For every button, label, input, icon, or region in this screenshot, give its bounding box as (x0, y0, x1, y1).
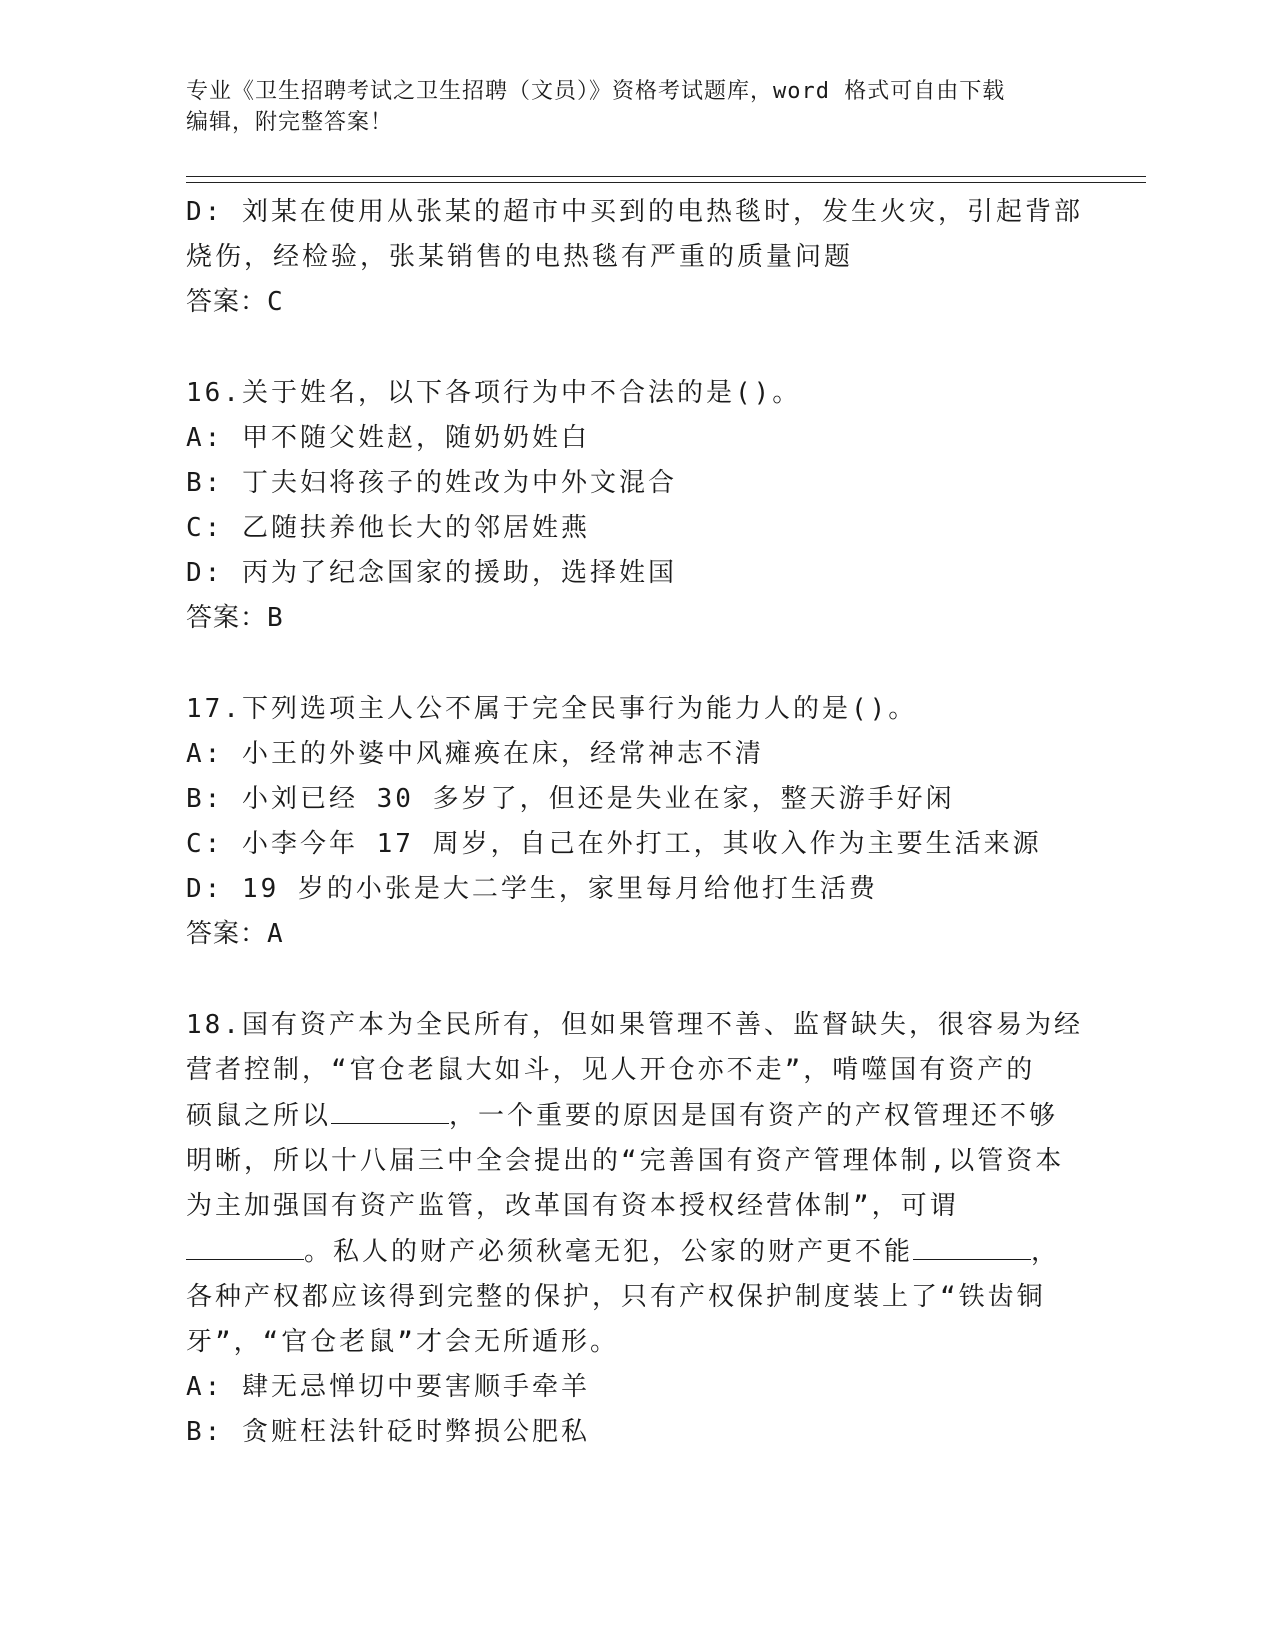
q18-stem-line-5: 为主加强国有资产监管，改革国有资本授权经营体制”，可谓 (186, 1191, 959, 1221)
question-17 (186, 687, 1086, 957)
question-content (186, 190, 1086, 1455)
q18-stem-line-2: 营者控制，“官仓老鼠大如斗，见人开仓亦不走”，啃噬国有资产的 (186, 1055, 1036, 1085)
q18-stem-line-3 (186, 1093, 1086, 1139)
fill-blank-1 (331, 1093, 449, 1124)
q16-option-a: A: 甲不随父姓赵，随奶奶姓白 (186, 423, 590, 453)
q16-option-b: B: 丁夫妇将孩子的姓改为中外文混合 (186, 468, 677, 498)
q16-answer: 答案：B (186, 603, 284, 633)
question-15-tail (186, 190, 1086, 325)
q18-stem-line-6 (186, 1229, 1086, 1275)
question-18 (186, 1003, 1086, 1455)
fill-blank-3 (913, 1229, 1031, 1260)
header-line-1: 专业《卫生招聘考试之卫生招聘（文员）》资格考试题库，word 格式可自由下载 (186, 79, 1006, 104)
q17-option-b: B: 小刘已经 30 多岁了，但还是失业在家，整天游手好闲 (186, 784, 955, 814)
q18-stem-line-7: 各种产权都应该得到完整的保护，只有产权保护制度装上了“铁齿铜 (186, 1282, 1046, 1312)
q17-option-c: C: 小李今年 17 周岁，自己在外打工，其收入作为主要生活来源 (186, 829, 1042, 859)
q15-answer: 答案：C (186, 287, 284, 317)
q18-stem-line-1: 18.国有资产本为全民所有，但如果管理不善、监督缺失，很容易为经 (186, 1010, 1083, 1040)
q18-option-b: B: 贪赃枉法针砭时弊损公肥私 (186, 1417, 590, 1447)
q17-stem: 17.下列选项主人公不属于完全民事行为能力人的是()。 (186, 694, 918, 724)
q18-option-a: A: 肆无忌惮切中要害顺手牵羊 (186, 1372, 590, 1402)
spacer (186, 325, 1086, 371)
spacer (186, 641, 1086, 687)
q18-stem-line-4: 明晰，所以十八届三中全会提出的“完善国有资产管理体制,以管资本 (186, 1146, 1065, 1176)
question-16 (186, 371, 1086, 641)
q17-answer: 答案：A (186, 919, 284, 949)
q16-option-c: C: 乙随扶养他长大的邻居姓燕 (186, 513, 590, 543)
q17-option-d: D: 19 岁的小张是大二学生，家里每月给他打生活费 (186, 874, 878, 904)
q17-option-a: A: 小王的外婆中风瘫痪在床，经常神志不清 (186, 739, 764, 769)
header-divider-bottom (186, 182, 1146, 183)
header-divider-top (186, 176, 1146, 177)
q15-option-d-line-2: 烧伤，经检验，张某销售的电热毯有严重的质量问题 (186, 242, 854, 272)
spacer (186, 957, 1086, 1003)
q15-option-d-line-1: D: 刘某在使用从张某的超市中买到的电热毯时，发生火灾，引起背部 (186, 197, 1083, 227)
q16-stem: 16.关于姓名，以下各项行为中不合法的是()。 (186, 378, 802, 408)
fill-blank-2 (186, 1229, 304, 1260)
header-line-2: 编辑，附完整答案！ (186, 110, 394, 135)
q18-stem-line-3-start: 硕鼠之所以 (186, 1101, 332, 1131)
document-header (186, 76, 1086, 138)
q18-stem-line-6-end: ， (1031, 1237, 1061, 1267)
q16-option-d: D: 丙为了纪念国家的援助，选择姓国 (186, 558, 677, 588)
q18-stem-line-3-end: ，一个重要的原因是国有资产的产权管理还不够 (449, 1101, 1059, 1131)
q18-stem-line-6-middle: 。私人的财产必须秋毫无犯，公家的财产更不能 (304, 1237, 914, 1267)
q18-stem-line-8: 牙”，“官仓老鼠”才会无所遁形。 (186, 1327, 619, 1357)
